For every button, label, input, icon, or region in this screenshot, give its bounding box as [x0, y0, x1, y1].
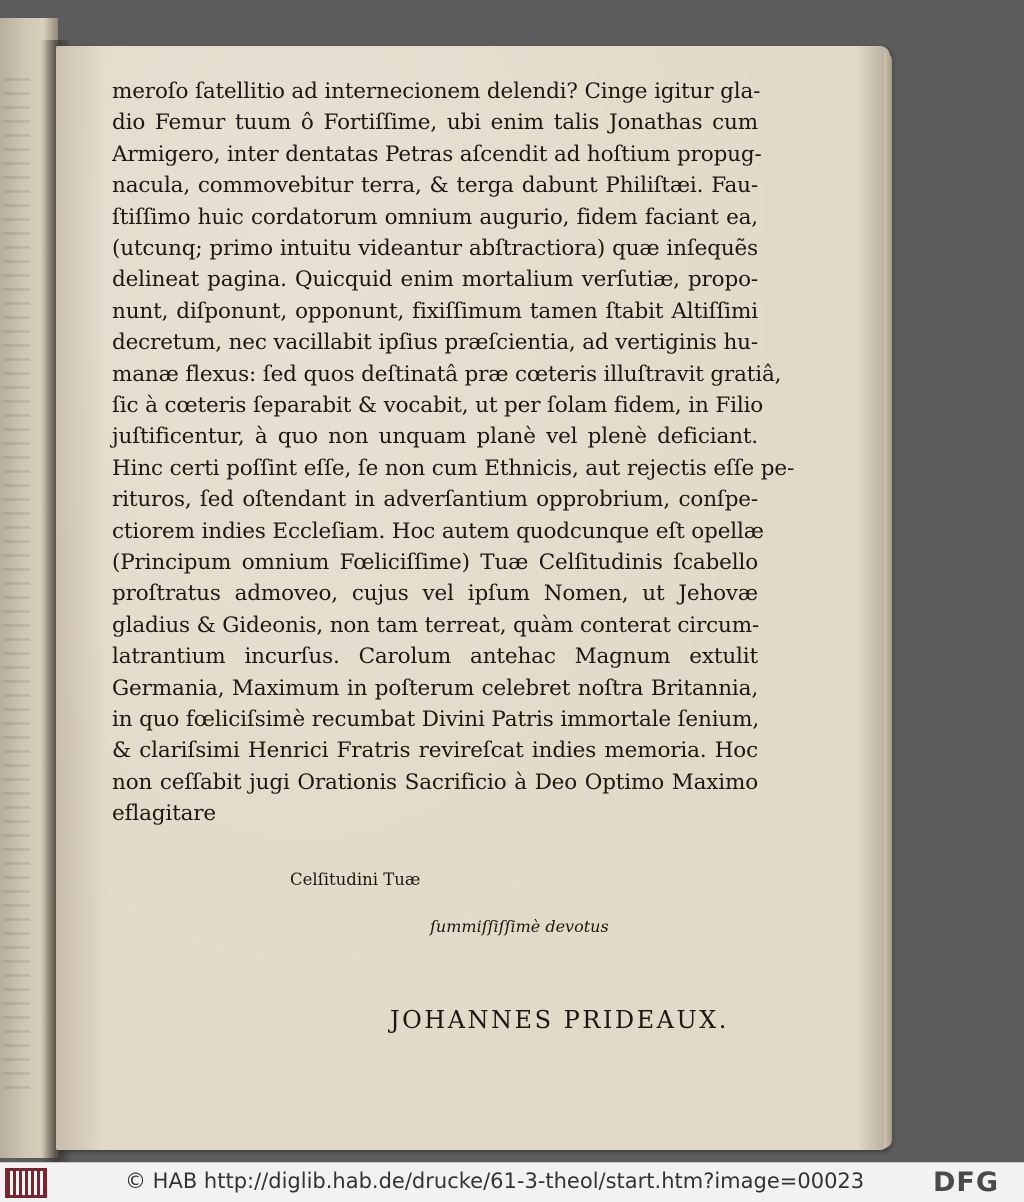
text-line: nunt, diſponunt, opponunt, fixiſſimum tamen ſtabit Altiſſimi: [112, 298, 758, 324]
text-line: non ceſſabit jugi Orationis Sacrificio à Deo Optimo Maximo: [112, 769, 758, 795]
text-line: ſtiſſimo huic cordatorum omnium augurio, fidem faciant ea,: [112, 204, 758, 230]
text-line: Hinc certi poſſint eſſe, ſe non cum Ethnicis, aut rejectis eſſe pe-: [112, 455, 795, 481]
text-line: (Principum omnium Fœliciſſime) Tuæ Celſitudinis ſcabello: [112, 550, 758, 575]
text-line: (utcunq; primo intuitu videantur abſtractiora) quæ inſequẽs: [112, 236, 758, 261]
dfg-logo: DFG: [933, 1167, 1000, 1198]
text-line: Armigero, inter dentatas Petras aſcendit ad hoſtium propug-: [112, 141, 762, 167]
hab-logo-icon: [5, 1168, 47, 1198]
text-line: delineat pagina. Quicquid enim mortalium verſutiæ, propo-: [112, 267, 758, 293]
text-line: in quo fœliciſsimè recumbat Divini Patris immortale ſenium,: [112, 707, 760, 732]
text-line: manæ flexus: ſed quos deſtinatâ præ cœteris illuſtravit gratiâ,: [112, 361, 782, 387]
text-line: dio Femur tuum ô Fortiſſime, ubi enim talis Jonathas cum: [112, 110, 758, 136]
text-line: decretum, nec vacillabit ipſius præſcientia, ad vertiginis hu-: [112, 330, 758, 356]
text-line: gladius & Gideonis, non tam terreat, quàm conterat circum-: [112, 612, 760, 638]
salutation: Celſitudini Tuæ: [290, 870, 421, 889]
text-line: meroſo ſatellitio ad internecionem delendi? Cinge igitur gla-: [112, 79, 761, 104]
text-line: ſic à cœteris ſeparabit & vocabit, ut per ſolam fidem, in Filio: [112, 393, 764, 418]
text-line: Germania, Maximum in poſterum celebret noſtra Britannia,: [112, 675, 758, 701]
text-line: juſtificentur, à quo non unquam planè vel plenè deficiant.: [112, 424, 758, 450]
show-through-text: [4, 78, 30, 1098]
closing-devotus: ſummiſſiſſimè devotus: [430, 917, 609, 936]
text-line: rituros, ſed oſtendant in adverſantium opprobrium, conſpe-: [112, 487, 758, 513]
page-edge: [884, 52, 892, 1148]
signature: JOHANNES PRIDEAUX.: [390, 1006, 729, 1034]
footer-bar: [0, 1162, 1024, 1202]
text-line: nacula, commovebitur terra, & terga dabunt Philiſtæi. Fau-: [112, 173, 758, 199]
text-line: & clariſsimi Henrici Fratris revireſcat indies memoria. Hoc: [112, 738, 758, 764]
text-line: proſtratus admoveo, cujus vel ipſum Nomen, ut Jehovæ: [112, 581, 758, 607]
text-line: latrantium incurſus. Carolum antehac Magnum extulit: [112, 644, 758, 670]
text-line: ctiorem indies Eccleſiam. Hoc autem quodcunque eſt opellæ: [112, 518, 764, 544]
source-link[interactable]: © HAB http://diglib.hab.de/drucke/61-3-theol/start.htm?image=00023: [125, 1169, 865, 1193]
text-line: eflagitare: [112, 801, 216, 827]
